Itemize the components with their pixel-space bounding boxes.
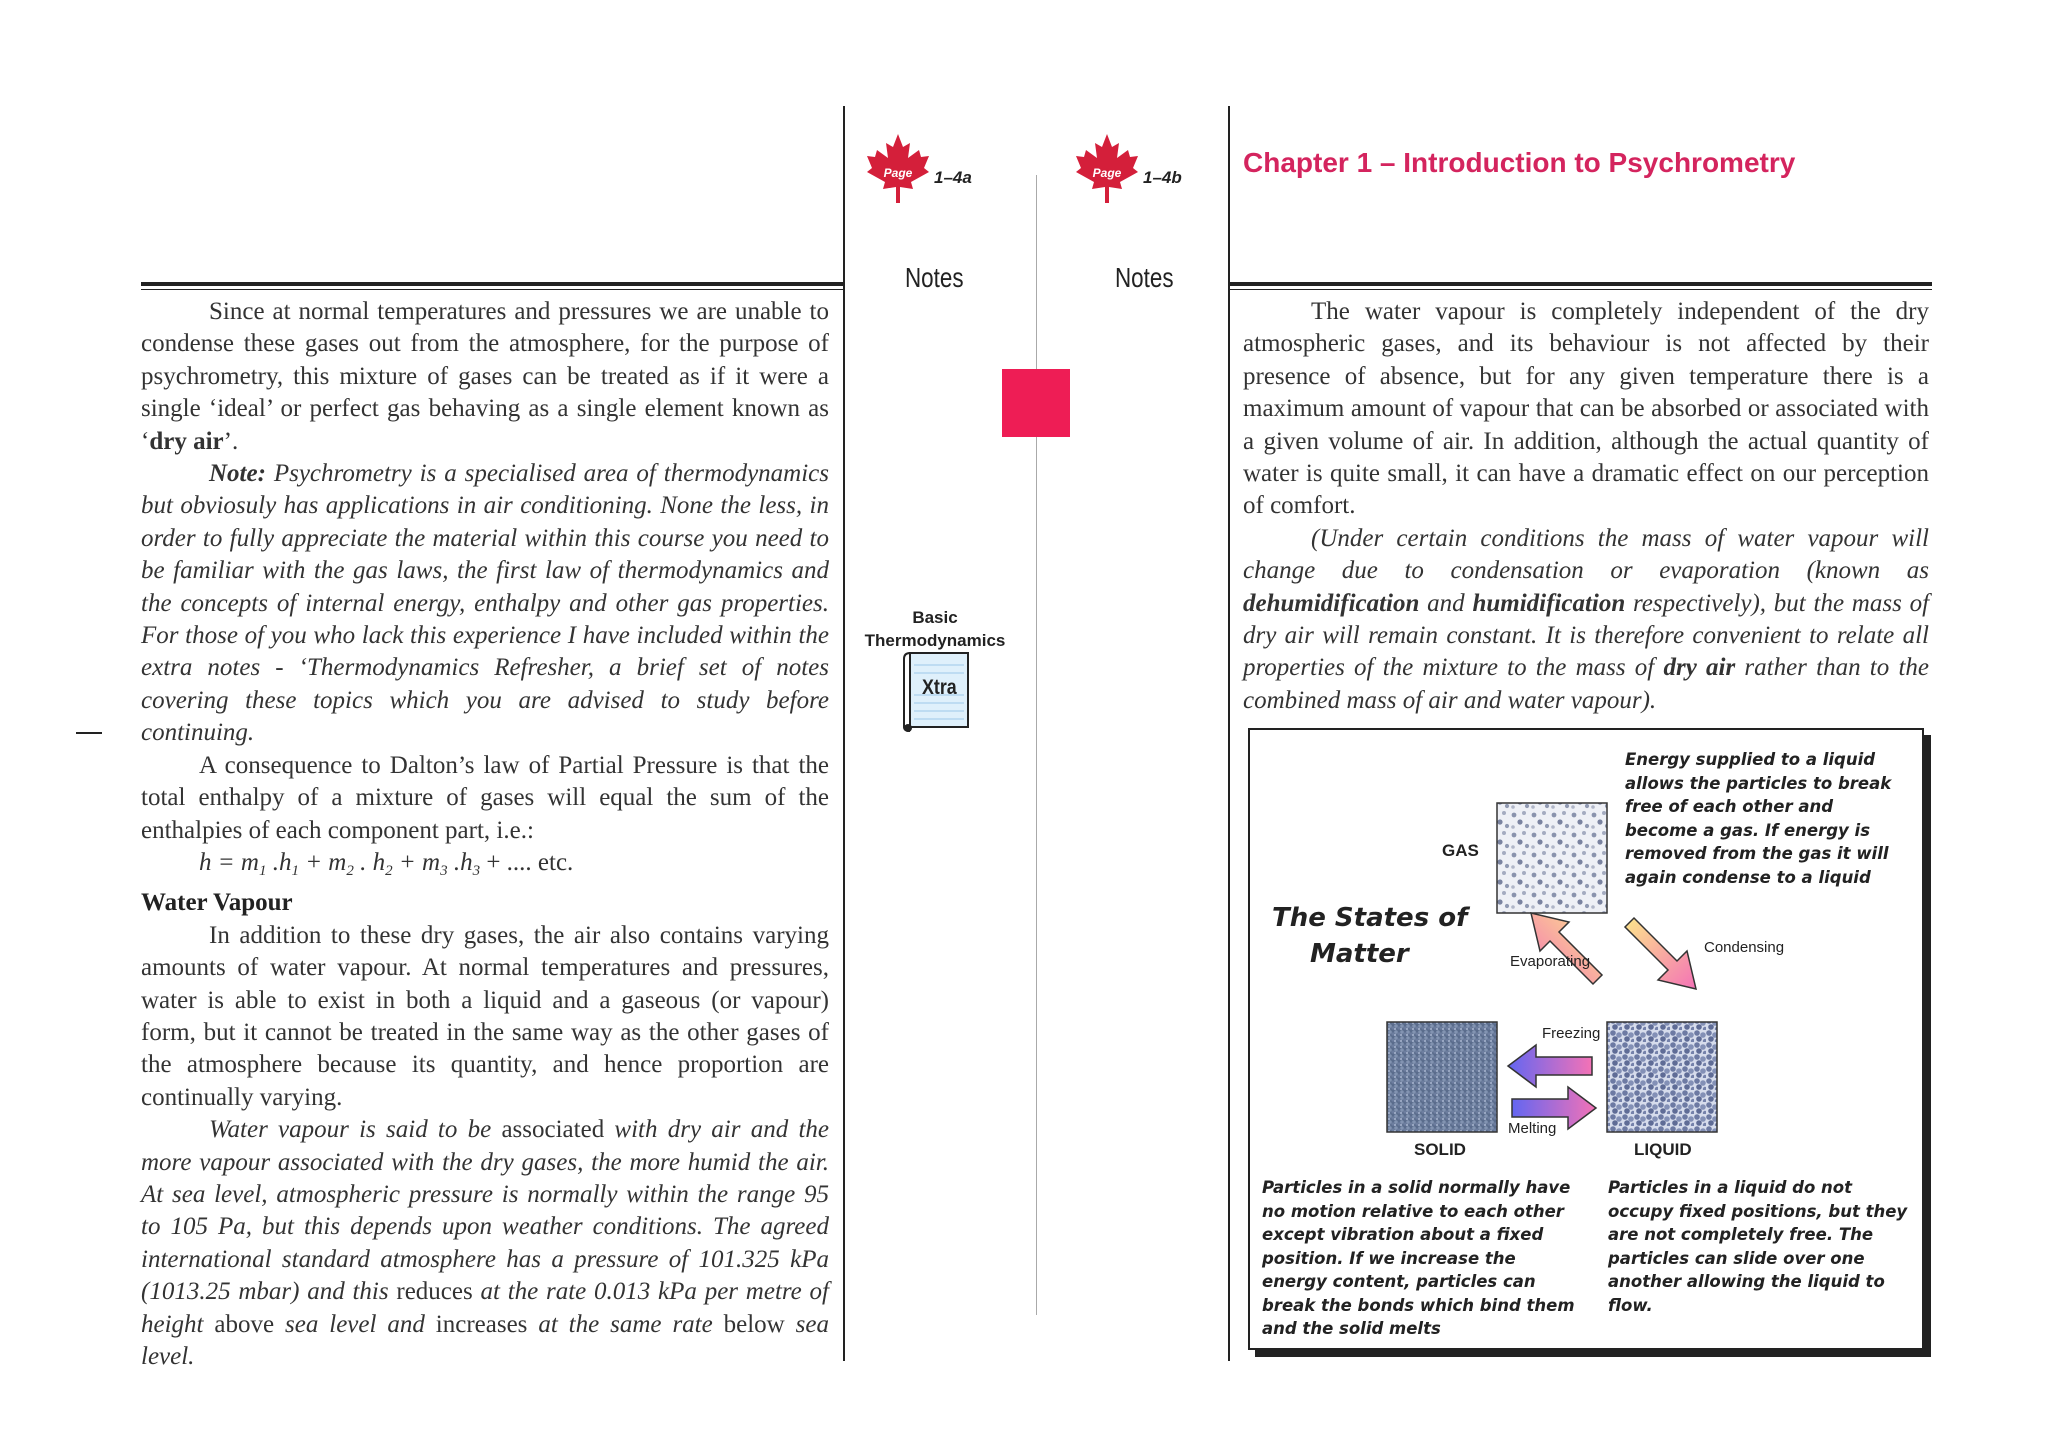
right-header-rule-thin bbox=[1230, 289, 1932, 290]
eq-part: + m bbox=[298, 848, 347, 876]
page-leaf-label: Page bbox=[883, 166, 913, 180]
left-column-divider bbox=[843, 106, 845, 1361]
page-number: 1–4a bbox=[934, 168, 972, 187]
maple-leaf-icon bbox=[866, 132, 930, 204]
text: rather than to the combined mass of air and water vapour). bbox=[1243, 654, 1929, 714]
evaporating-label: Evaporating bbox=[1510, 953, 1591, 970]
eq-sub: 2 bbox=[385, 862, 393, 879]
freezing-label: Freezing bbox=[1542, 1025, 1601, 1042]
paragraph-dry-air bbox=[141, 296, 829, 458]
eq-sub: 1 bbox=[291, 862, 299, 879]
eq-sub: 3 bbox=[440, 862, 448, 879]
enthalpy-equation bbox=[141, 847, 829, 887]
figure-title-line2: Matter bbox=[1310, 939, 1409, 969]
right-column bbox=[1243, 296, 1929, 717]
paragraph-dalton bbox=[141, 750, 829, 847]
paragraph-associated bbox=[141, 1114, 829, 1373]
bold-term: dry air bbox=[149, 427, 224, 455]
gas-note: Energy supplied to a liquid allows the particles to break free of each other and become a gas. If energy is removed from the gas it will again condense to a liquid bbox=[1625, 750, 1892, 887]
gas-particles bbox=[1497, 803, 1607, 913]
text: Since at normal temperatures and pressures we are unable to condense these gases out from the atmosphere, for the purpose of psychrometry, this mixture of gases can be treated as if it were a single ‘ideal’ or perfect gas behaving as a single element known as ‘ bbox=[141, 298, 829, 455]
text: associated bbox=[501, 1116, 605, 1144]
text: at the same rate bbox=[527, 1310, 724, 1338]
liquid-note: Particles in a liquid do not occupy fixed positions, but they are not completely free. The particles can slide over one another allowing the liquid to flow. bbox=[1608, 1178, 1908, 1315]
melting-label: Melting bbox=[1508, 1120, 1557, 1137]
bold-term: dry air bbox=[1663, 654, 1736, 682]
chapter-title: Chapter 1 – Introduction to Psychrometry bbox=[1243, 147, 1796, 178]
notes-label-right: Notes bbox=[1115, 262, 1174, 293]
left-header-rule bbox=[141, 282, 843, 286]
text: The water vapour is completely independent of the dry atmospheric gases, and its behaviour is not affected by their presence of absence, but for any given temperature there is a maximum amount of vapour that can be absorbed or associated with a given volume of air. In addition, although the actual quantity of water is quite small, it can have a dramatic effect on our perception of comfort. bbox=[1243, 298, 1929, 520]
eq-part: + m bbox=[392, 848, 441, 876]
xtra-book-link[interactable] bbox=[902, 651, 972, 733]
pink-marker-square bbox=[1002, 369, 1070, 437]
text: reduces bbox=[396, 1278, 473, 1306]
eq-part: .h bbox=[447, 848, 473, 876]
maple-leaf-icon bbox=[1075, 132, 1139, 204]
eq-part: h = m bbox=[199, 848, 259, 876]
solid-label: SOLID bbox=[1414, 1140, 1466, 1159]
left-header-rule-thin bbox=[141, 289, 843, 290]
text: sea level and bbox=[274, 1310, 436, 1338]
text: Psychrometry is a specialised area of thermodynamics but obviosuly has applications in air conditioning. None the less, in order to fully appreciate the material within this course you need to be familiar with the gas laws, the first law of thermodynamics and the concepts of internal energy, enthalpy and other gas properties. For those of you who lack this experience I have included within the extra notes - ‘Thermodynamics Refresher, a brief set of notes covering these topics which you are advised to study before continuing. bbox=[141, 460, 829, 747]
paragraph-condensation bbox=[1243, 523, 1929, 717]
xtra-heading bbox=[855, 606, 1015, 652]
gas-label: GAS bbox=[1442, 841, 1479, 860]
text: (Under certain conditions the mass of water vapour will change due to condensation or evaporation (known as bbox=[1243, 524, 1929, 585]
eq-sub: 3 bbox=[472, 862, 481, 879]
solid-note: Particles in a solid normally have no motion relative to each other except vibration about a fixed position. If we increase the energy content, particles can break the bonds which bind them and the solid melts bbox=[1262, 1178, 1575, 1338]
eq-sub: 2 bbox=[346, 862, 354, 879]
liquid-particles bbox=[1607, 1022, 1717, 1132]
solid-particles bbox=[1387, 1022, 1497, 1132]
text: ’. bbox=[223, 427, 239, 455]
eq-sub: 1 bbox=[258, 862, 267, 879]
figure-title bbox=[1272, 900, 1467, 972]
figure-title-line1: The States of bbox=[1272, 903, 1468, 933]
note-lead: Note: bbox=[209, 460, 266, 488]
notes-center-divider bbox=[1036, 175, 1037, 1315]
page-marker-a bbox=[866, 132, 986, 204]
page-leaf-label: Page bbox=[1092, 166, 1122, 180]
freezing-arrow bbox=[1508, 1045, 1592, 1087]
text: increases bbox=[435, 1310, 528, 1338]
states-of-matter-figure bbox=[1248, 728, 1924, 1350]
text: sea level. bbox=[141, 1310, 829, 1370]
liquid-label: LIQUID bbox=[1634, 1140, 1692, 1159]
paragraph-independent bbox=[1243, 296, 1929, 523]
left-column bbox=[141, 296, 829, 1373]
text: below bbox=[723, 1310, 785, 1338]
eq-part: . h bbox=[353, 848, 386, 876]
text: above bbox=[214, 1310, 275, 1338]
text: with dry air and the more vapour associated with the dry gases, the more humid the air. At sea level, atmospheric pressure is normally within the range 95 to 105 Pa, but this depends upon weather conditions. The agreed international standard atmosphere has a pressure of 101.325 kPa (1013.25 mbar) and this bbox=[141, 1116, 829, 1306]
right-column-divider bbox=[1228, 106, 1230, 1361]
text: respectively), but the mass of dry air will remain constant. It is therefore convenient to relate all properties of the mixture to the mass of bbox=[1243, 589, 1930, 682]
condensing-arrow bbox=[1625, 918, 1696, 989]
right-header-rule bbox=[1230, 282, 1932, 286]
text: at the rate 0.013 kPa per metre of height bbox=[141, 1278, 829, 1338]
page-number: 1–4b bbox=[1143, 168, 1182, 187]
section-heading-water-vapour: Water Vapour bbox=[141, 889, 293, 917]
eq-part: + .... etc. bbox=[480, 848, 574, 876]
page-marker-b bbox=[1075, 132, 1195, 204]
text: A consequence to Dalton’s law of Partial Pressure is that the total enthalpy of a mixture of gases will equal the sum of the enthalpies of each component part, i.e.: bbox=[141, 751, 829, 844]
condensing-label: Condensing bbox=[1704, 939, 1785, 956]
text: In addition to these dry gases, the air also contains varying amounts of water vapour. At normal temperatures and pressures, water is able to exist in both a liquid and a gaseous (or vapour) form, but it cannot be treated in the same way as the other gases of the atmosphere because its quantity, and hence proportion are continually varying. bbox=[141, 921, 829, 1111]
xtra-book-label: Xtra bbox=[922, 676, 957, 699]
xtra-heading-line1: Basic bbox=[912, 608, 958, 627]
text: Water vapour is said to be bbox=[209, 1116, 502, 1144]
xtra-heading-line2: Thermodynamics bbox=[864, 631, 1006, 650]
notes-label-left: Notes bbox=[905, 262, 964, 293]
eq-part: .h bbox=[266, 848, 292, 876]
text: and bbox=[1419, 589, 1473, 617]
bold-term: dehumidification bbox=[1243, 589, 1420, 617]
paragraph-water-vapour bbox=[141, 920, 829, 1114]
evaporating-arrow bbox=[1531, 913, 1602, 984]
bold-term: humidification bbox=[1472, 589, 1626, 617]
paragraph-note bbox=[141, 458, 829, 750]
margin-tick bbox=[76, 732, 102, 734]
